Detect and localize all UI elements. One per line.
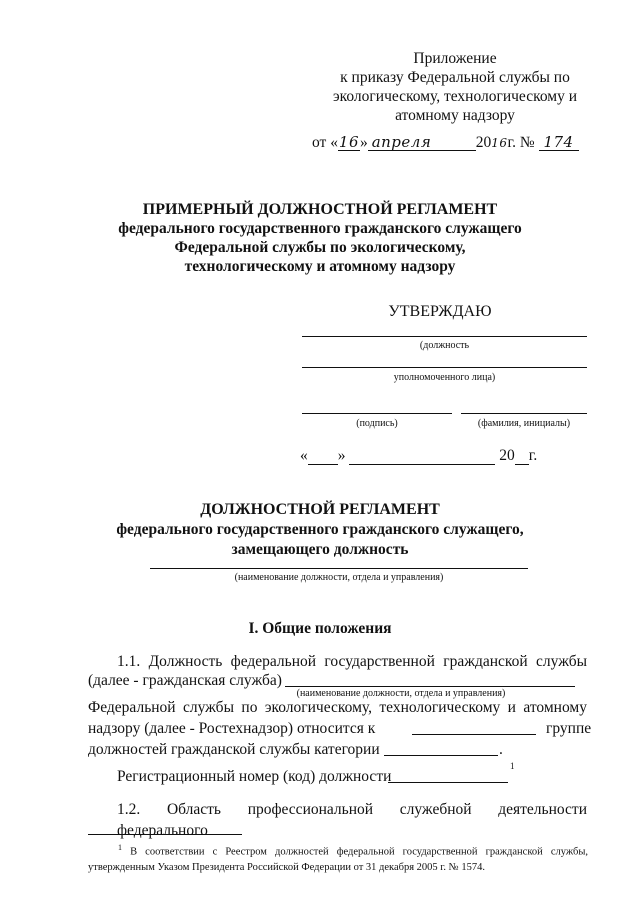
appendix-line-2: к приказу Федеральной службы по: [340, 69, 570, 86]
appendix-line-4: атомному надзору: [395, 107, 515, 124]
order-number: 174: [539, 134, 579, 151]
regulation-title-line-2: федерального государственного гражданского служащего,: [116, 521, 524, 538]
order-date-line: [312, 134, 612, 152]
p3-text: 1.2. Область профессиональной служебной деятельности федерального: [117, 801, 587, 839]
section-1-heading: I. Общие положения: [248, 620, 392, 637]
approve-date-open: «: [300, 447, 308, 464]
person-line: [302, 367, 587, 368]
p1-position-line: [285, 686, 575, 687]
regulation-title-line-1: ДОЛЖНОСТНОЙ РЕГЛАМЕНТ: [200, 501, 440, 518]
name-line: [461, 413, 587, 414]
order-prefix: от «: [312, 134, 338, 151]
p1-line-4-a: надзору (далее - Ростехнадзор) относится к: [88, 720, 376, 737]
approve-year-prefix: 20: [499, 447, 515, 464]
caption-name: (фамилия, инициалы): [477, 418, 571, 429]
p1-line-4: [88, 718, 592, 739]
order-quote-close: »: [359, 134, 368, 151]
caption-position-name: (наименование должности, отдела и управления): [234, 572, 444, 583]
position-name-line: [150, 568, 528, 569]
position-line: [302, 336, 587, 337]
sample-title-line-4: технологическому и атомному надзору: [184, 258, 456, 275]
order-year-hand: 16: [491, 136, 508, 150]
regulation-title-line-3: замещающего должность: [231, 541, 409, 558]
sample-title-line-1: ПРИМЕРНЫЙ ДОЛЖНОСТНОЙ РЕГЛАМЕНТ: [142, 201, 498, 218]
approve-date-line: [300, 447, 590, 465]
footnote-line-1-text: В соответствии с Реестром должностей федеральной государственной гражданской службы,: [130, 846, 589, 858]
order-month: апреля: [368, 134, 476, 151]
signature-line: [302, 413, 452, 414]
p2-text: Регистрационный номер (код) должности: [117, 768, 392, 785]
footnote-line-2: утвержденным Указом Президента Российской Федерации от 31 декабря 2005 г. № 1574.: [88, 861, 485, 873]
p1-line-1: 1.1. Должность федеральной государственной гражданской службы: [117, 653, 587, 670]
p1-line-3: Федеральной службы по экологическому, технологическому и атомному: [88, 699, 587, 716]
appendix-line-1: Приложение: [413, 50, 497, 67]
caption-position: (должность: [419, 340, 470, 351]
p1-line-5: [88, 739, 408, 760]
regulation-title: [60, 500, 580, 560]
p2-code-line: [388, 782, 508, 783]
approve-year-suffix: г.: [528, 447, 538, 464]
caption-person: уполномоченного лица): [393, 372, 496, 383]
footnote-separator: [88, 834, 242, 835]
p1-caption: (наименование должности, отдела и управления): [296, 688, 506, 699]
p1-line-4-b: группе: [546, 720, 592, 737]
p2-footnote-mark: 1: [510, 761, 515, 771]
p1-line-5-end: .: [499, 741, 503, 758]
footnote-line-1: [88, 840, 588, 860]
p1-line-5-text: должностей гражданской службы категории: [88, 741, 380, 758]
sample-regulation-title: [60, 200, 580, 276]
sample-title-line-3: Федеральной службы по экологическому,: [174, 239, 466, 256]
order-day: 16: [338, 133, 359, 151]
p1-group-line: [412, 734, 536, 735]
appendix-header: [300, 49, 610, 125]
p1-line-2-text: (далее - гражданская служба): [88, 672, 282, 689]
footnote: [88, 840, 588, 875]
order-year-text: 20: [475, 134, 492, 151]
sample-title-line-2: федерального государственного гражданского служащего: [118, 220, 522, 237]
appendix-line-3: экологическому, технологическому и: [332, 88, 578, 105]
order-year-suffix: г. №: [507, 134, 535, 151]
approve-date-close: »: [337, 447, 346, 464]
footnote-mark: 1: [118, 843, 122, 852]
approve-title: УТВЕРЖДАЮ: [388, 303, 492, 320]
p1-category-line: [384, 755, 498, 756]
caption-signature: (подпись): [356, 418, 398, 429]
